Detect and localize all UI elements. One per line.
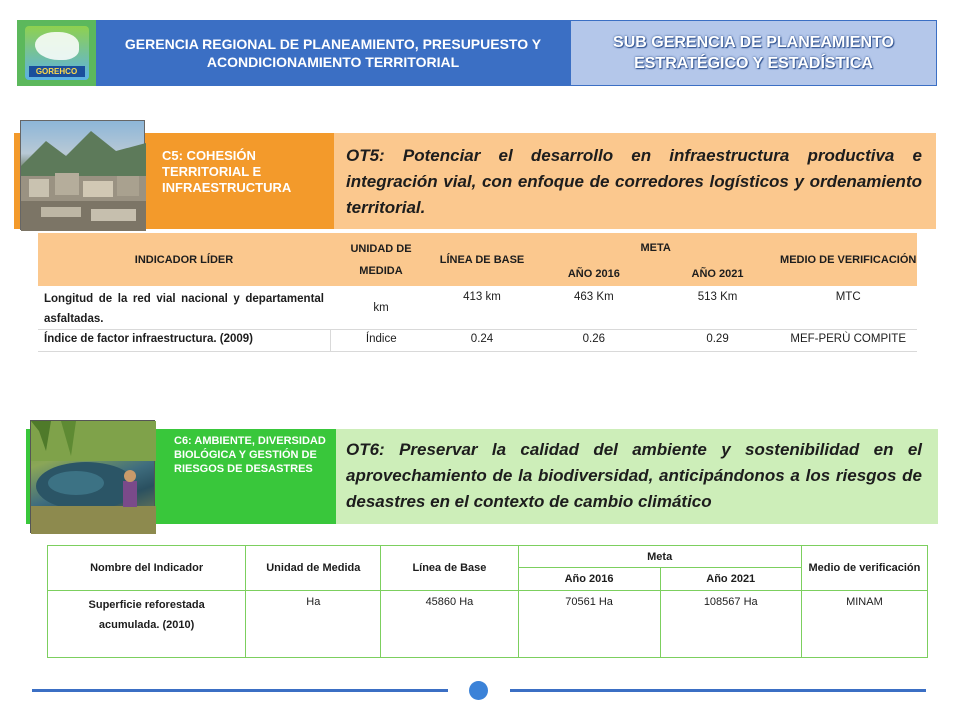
header-source: MEDIO DE VERIFICACIÓN (779, 233, 917, 286)
row1-indicator: Longitud de la red vial nacional y departamental asfaltadas. (38, 286, 330, 330)
row2-goal-2016: 0.26 (532, 330, 656, 352)
dove-icon (35, 32, 79, 60)
row1-unit: km (330, 286, 432, 330)
nature-photo-illustration (31, 421, 156, 534)
t2-row1-goal-2016: 70561 Ha (518, 591, 660, 658)
footer-line-right (510, 689, 926, 692)
section2-nature-photo (30, 420, 155, 533)
page-header (17, 20, 937, 86)
section1-objective: OT5: Potenciar el desarrollo en infraestructura productiva e integración vial, con enfoque de corredores logísticos y ordenamiento territorial. (346, 146, 922, 217)
section2-indicator-table (47, 545, 928, 658)
gorehco-logo (17, 20, 96, 86)
table-row (48, 591, 928, 658)
header-goal: META (532, 233, 779, 262)
row2-unit: Índice (330, 330, 432, 352)
section1-indicator-table (38, 233, 917, 352)
row2-indicator: Índice de factor infraestructura. (2009) (38, 330, 330, 352)
t2-row1-unit: Ha (246, 591, 381, 658)
t2-header-unit: Unidad de Medida (246, 546, 381, 591)
table-row (38, 330, 917, 352)
row2-source: MEF-PERÙ COMPITE (779, 330, 917, 352)
row1-source: MTC (779, 286, 917, 330)
t2-header-baseline: Línea de Base (381, 546, 518, 591)
t2-header-goal-2016: Año 2016 (518, 568, 660, 591)
header-goal-2016: AÑO 2016 (532, 262, 656, 286)
row1-baseline: 413 km (432, 286, 532, 330)
header-left-title: GERENCIA REGIONAL DE PLANEAMIENTO, PRESUPUESTO Y ACONDICIONAMIENTO TERRITORIAL (96, 20, 570, 86)
header-indicator: INDICADOR LÍDER (38, 233, 330, 286)
footer-dot-icon (469, 681, 488, 700)
row2-baseline: 0.24 (432, 330, 532, 352)
header-goal-2021: AÑO 2021 (656, 262, 780, 286)
t2-header-goal: Meta (518, 546, 801, 568)
section1-city-photo (20, 120, 145, 230)
section2-objective: OT6: Preservar la calidad del ambiente y sostenibilidad en el aprovechamiento de la biodiversidad, anticipándonos a los riesgos de desastres en el contexto de cambio climático (346, 440, 922, 511)
city-photo-illustration (21, 121, 146, 231)
t2-row1-source: MINAM (801, 591, 927, 658)
header-baseline: LÍNEA DE BASE (432, 233, 532, 286)
t2-header-goal-2021: Año 2021 (660, 568, 801, 591)
row1-goal-2021: 513 Km (656, 286, 780, 330)
header-unit: UNIDAD DE MEDIDA (330, 233, 432, 286)
row1-goal-2016: 463 Km (532, 286, 656, 330)
row2-goal-2021: 0.29 (656, 330, 780, 352)
footer-line-left (32, 689, 448, 692)
logo-emblem (25, 26, 89, 80)
t2-row1-indicator: Superficie reforestada acumulada. (2010) (48, 591, 246, 658)
t2-header-indicator: Nombre del Indicador (48, 546, 246, 591)
header-right-title: SUB GERENCIA DE PLANEAMIENTO ESTRATÉGICO Y ESTADÍSTICA (570, 20, 937, 86)
t2-header-source: Medio de verificación (801, 546, 927, 591)
t2-row1-goal-2021: 108567 Ha (660, 591, 801, 658)
section2-category: C6: AMBIENTE, DIVERSIDAD BIOLÓGICA Y GESTIÓN DE RIESGOS DE DESASTRES (174, 435, 326, 475)
section1-category: C5: COHESIÓN TERRITORIAL E INFRAESTRUCTURA (162, 148, 292, 195)
table-row (38, 286, 917, 330)
t2-row1-baseline: 45860 Ha (381, 591, 518, 658)
logo-text: GOREHCO (29, 66, 85, 77)
